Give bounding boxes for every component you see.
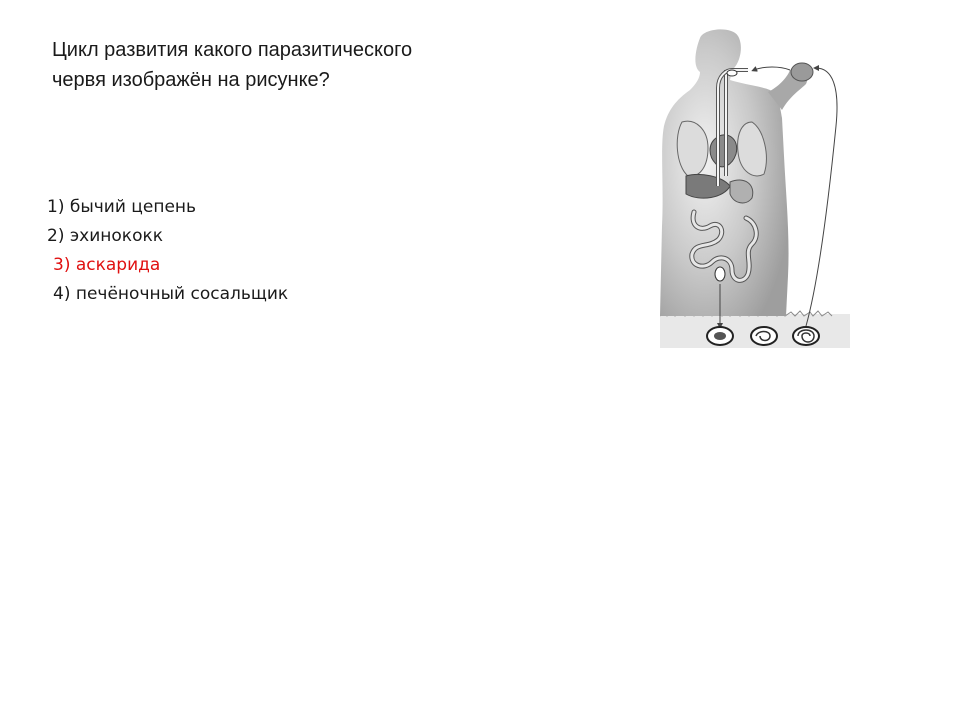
answer-option-2: 2) эхинококк [47,226,164,246]
life-cycle-drawing [660,26,850,348]
answer-options [47,193,288,309]
answer-option-1: 1) бычий цепень [47,197,197,217]
adult-worm [715,267,725,281]
question-line-2: червя изображён на рисунке? [52,69,330,91]
stomach [730,180,753,203]
arrow-to-hand [806,68,837,326]
hand [791,63,813,81]
answer-option-4: 4) печёночный сосальщик [53,284,289,304]
egg-stage-3 [793,327,819,345]
question-line-1: Цикл развития какого паразитического [52,39,413,61]
arrow-to-mouth [754,67,790,70]
larva-in-throat [727,70,737,76]
answer-option-3-correct: 3) аскарида [53,255,161,275]
question-text [52,35,612,95]
egg-stage-1 [707,327,733,345]
life-cycle-illustration [660,26,850,348]
egg-stage-2 [751,327,777,345]
